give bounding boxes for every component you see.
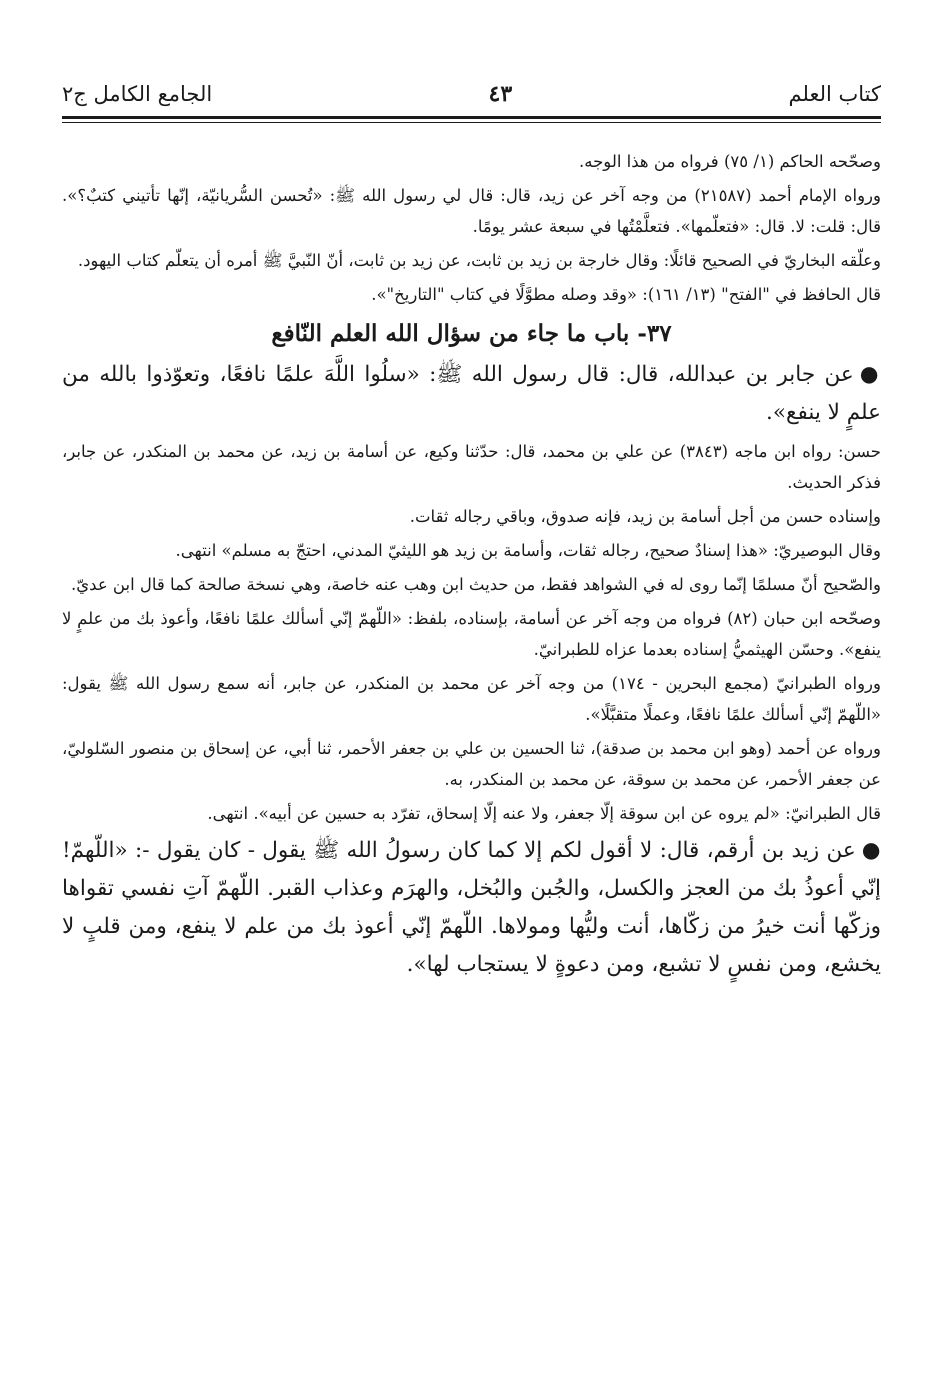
paragraph: ورواه عن أحمد (وهو ابن محمد بن صدقة)، ثنا الحسين بن علي بن جعفر الأحمر، ثنا أبي، عن إسحاق بن منصور السّلوليّ، عن جعفر الأحمر، عن محمد بن سوقة، عن محمد بن المنكدر، به. bbox=[62, 739, 881, 789]
header-rule-thick bbox=[62, 116, 881, 119]
paragraph: ورواه الإمام أحمد (٢١٥٨٧) من وجه آخر عن زيد، قال: قال لي رسول الله ﷺ: «تُحسن السُّريانيّة، إنّها تأتيني كتبٌ؟». قال: قلت: لا. قال: «فتعلّمها». فتعلَّمْتُها في سبعة عشر يومًا. bbox=[62, 186, 881, 236]
paragraph: والصّحيح أنّ مسلمًا إنّما روى له في الشواهد فقط، من حديث ابن وهب عنه خاصة، وهي نسخة صالحة كما قال ابن عديّ. bbox=[71, 575, 881, 594]
paragraph: قال الطبرانيّ: «لم يروه عن ابن سوقة إلّا جعفر، ولا عنه إلّا إسحاق، تفرّد به حسين عن أبيه». انتهى. bbox=[207, 804, 881, 823]
hadith-text bbox=[62, 832, 881, 984]
paragraph: قال الحافظ في "الفتح" (١٣/ ١٦١): «وقد وصله مطوَّلًا في كتاب "التاريخ"». bbox=[371, 285, 881, 304]
paragraph: وعلّقه البخاريّ في الصحيح قائلًا: وقال خارجة بن زيد بن ثابت، عن زيد بن ثابت، أنّ النّبيَّ ﷺ أمره أن يتعلّم كتاب اليهود. bbox=[77, 251, 881, 270]
paragraph: ورواه الطبرانيّ (مجمع البحرين - ١٧٤) من وجه آخر عن محمد بن المنكدر، عن جابر، أنه سمع رسول الله ﷺ يقول: «اللّهمّ إنّي أسألك علمًا نافعًا، وعملًا متقبَّلًا». bbox=[62, 674, 881, 724]
paragraph: وقال البوصيريّ: «هذا إسنادٌ صحيح، رجاله ثقات، وأسامة بن زيد هو الليثيّ المدني، احتجّ به مسلم» انتهى. bbox=[175, 541, 881, 560]
page-number: ٤٣ bbox=[488, 81, 513, 107]
paragraph: وصحّحه ابن حبان (٨٢) فرواه من وجه آخر عن أسامة، بإسناده، بلفظ: «اللّهمّ إنّي أسألك علمًا نافعًا، وأعوذ بك من علمٍ لا ينفع». وحسّن الهيثميُّ إسناده بعدما عزاه للطبرانيّ. bbox=[62, 609, 881, 659]
hadith-body: عن جابر بن عبدالله، قال: قال رسول الله ﷺ: «سلُوا اللَّهَ علمًا نافعًا، وتعوّذوا بالله من علمٍ لا ينفع». bbox=[62, 362, 881, 425]
paragraph: وصحّحه الحاكم (١/ ٧٥) فرواه من هذا الوجه. bbox=[579, 152, 881, 171]
hadith-body: عن زيد بن أرقم، قال: لا أقول لكم إلا كما كان رسولُ الله ﷺ يقول - كان يقول -: «اللّهمّ! إنّي أعوذُ بك من العجز والكسل، والجُبن والبُخل، والهرَم وعذاب القبر. اللّهمّ آتِ نفسي تقواها وزكّها أنت خيرُ من زكّاها، أنت وليُّها ومولاها. اللّهمّ إنّي أعوذ بك من علم لا ينفع، ومن قلبٍ لا يخشع، ومن نفسٍ لا تشبع، ومن دعوةٍ لا يستجاب لها». bbox=[62, 838, 881, 977]
bullet-icon: ● bbox=[861, 838, 881, 863]
paragraph: حسن: رواه ابن ماجه (٣٨٤٣) عن علي بن محمد، قال: حدّثنا وكيع، عن أسامة بن زيد، عن محمد بن المنكدر، عن جابر، فذكر الحديث. bbox=[62, 442, 881, 492]
page-body bbox=[62, 146, 881, 988]
header-book-title: كتاب العلم bbox=[788, 82, 881, 106]
paragraph: وإسناده حسن من أجل أسامة بن زيد، فإنه صدوق، وباقي رجاله ثقات. bbox=[409, 507, 881, 526]
running-header bbox=[62, 78, 881, 110]
hadith-text bbox=[62, 356, 881, 432]
header-volume-title: الجامع الكامل ج٢ bbox=[62, 82, 213, 106]
bullet-icon: ● bbox=[859, 362, 882, 387]
header-rule-thin bbox=[62, 122, 881, 123]
chapter-heading: ٣٧- باب ما جاء من سؤال الله العلم النّافع bbox=[271, 320, 672, 347]
